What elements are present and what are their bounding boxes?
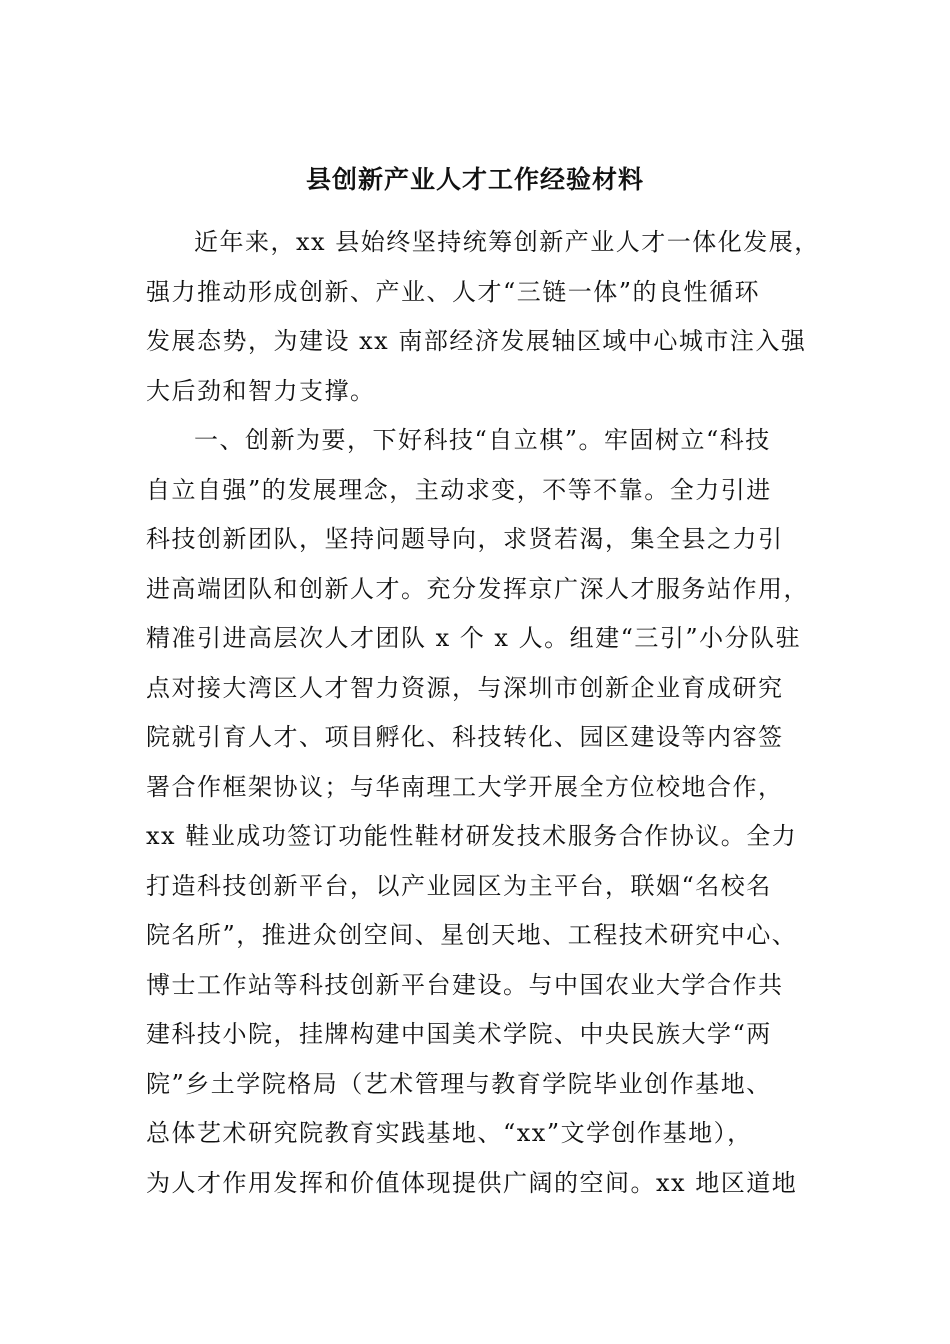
paragraph-line: 点对接大湾区人才智力资源，与深圳市创新企业育成研究 — [146, 673, 784, 702]
paragraph-line: 强力推动形成创新、产业、人才“三链一体”的良性循环 — [146, 277, 761, 306]
paragraph-line: 院就引育人才、项目孵化、科技转化、园区建设等内容签 — [146, 723, 784, 751]
paragraph-line: 进高端团队和创新人才。充分发挥京广深人才服务站作用， — [146, 574, 809, 603]
paragraph-intro — [146, 222, 820, 420]
paragraph-line: 近年来，xx 县始终坚持统筹创新产业人才一体化发展， — [194, 228, 820, 256]
paragraph-line: 院”乡土学院格局（艺术管理与教育学院毕业创作基地、 — [146, 1069, 772, 1098]
paragraph-line: 科技创新团队，坚持问题导向，求贤若渴，集全县之力引 — [146, 525, 784, 553]
document-body — [146, 222, 820, 1212]
document-title: 县创新产业人才工作经验材料 — [305, 165, 644, 194]
paragraph-line: 精准引进高层次人才团队 x 个 x 人。组建“三引”小分队驻 — [146, 624, 802, 652]
paragraph-section-one — [146, 420, 809, 1212]
paragraph-line: 自立自强”的发展理念，主动求变，不等不靠。全力引进 — [146, 475, 772, 504]
paragraph-line: 为人才作用发挥和价值体现提供广阔的空间。xx 地区道地 — [146, 1168, 798, 1197]
paragraph-line: 建科技小院，挂牌构建中国美术学院、中央民族大学“两 — [146, 1020, 772, 1048]
paragraph-line: 打造科技创新平台，以产业园区为主平台，联姻“名校名 — [146, 871, 772, 900]
paragraph-line: 大后劲和智力支撑。 — [146, 376, 376, 405]
paragraph-line: 一、创新为要，下好科技“自立棋”。牢固树立“科技 — [194, 426, 771, 454]
paragraph-line: 总体艺术研究院教育实践基地、“xx”文学创作基地）， — [146, 1119, 753, 1147]
paragraph-line: xx 鞋业成功签订功能性鞋材研发技术服务合作协议。全力 — [146, 822, 798, 850]
paragraph-line: 发展态势，为建设 xx 南部经济发展轴区域中心城市注入强 — [146, 327, 807, 355]
paragraph-line: 院名所”，推进众创空间、星创天地、工程技术研究中心、 — [146, 921, 798, 949]
paragraph-line: 博士工作站等科技创新平台建设。与中国农业大学合作共 — [146, 970, 784, 999]
paragraph-line: 署合作框架协议；与华南理工大学开展全方位校地合作， — [146, 772, 784, 801]
